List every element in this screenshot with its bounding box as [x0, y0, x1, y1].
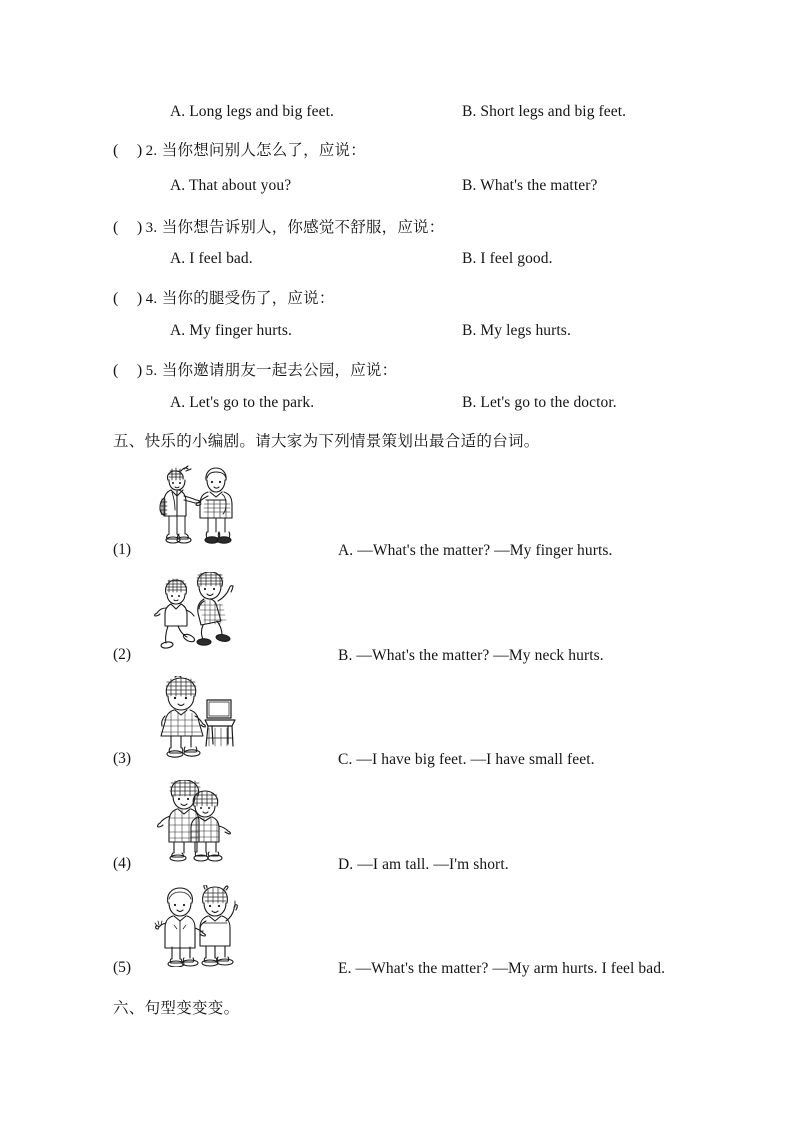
question-1-option-a: A. Long legs and big feet.	[170, 103, 335, 120]
question-4-number: 4.	[145, 291, 158, 307]
match-option-a[interactable]: A. —What's the matter? —My finger hurts.	[338, 542, 613, 559]
question-2-option-b: B. What's the matter?	[462, 177, 598, 194]
picture-label-2: (2)	[113, 646, 132, 663]
section-six-heading: 六、句型变变变。	[113, 1000, 240, 1017]
answer-blank-3[interactable]: ( )	[113, 219, 146, 236]
question-2-stem: 当你想问别人怎么了，应说：	[161, 142, 366, 159]
question-4-option-b: B. My legs hurts.	[462, 322, 571, 339]
section-five-heading: 五、快乐的小编剧。请大家为下列情景策划出最合适的台词。	[113, 433, 540, 450]
answer-blank-2[interactable]: ( )	[113, 142, 146, 159]
question-4-stem: 当你的腿受伤了，应说：	[161, 290, 335, 307]
match-option-b[interactable]: B. —What's the matter? —My neck hurts.	[338, 647, 604, 664]
question-5-number: 5.	[145, 363, 158, 379]
question-3-stem-line	[113, 215, 444, 237]
illustration-1-two-children-one-pointing-at-finger	[148, 464, 244, 546]
question-2-number: 2.	[145, 143, 158, 159]
picture-label-1: (1)	[113, 541, 132, 558]
question-5-stem-line	[113, 358, 397, 380]
question-3-number: 3.	[145, 220, 158, 236]
question-5-stem: 当你邀请朋友一起去公园，应说：	[161, 362, 398, 379]
question-3-option-b: B. I feel good.	[462, 250, 553, 267]
picture-label-4: (4)	[113, 855, 132, 872]
question-1-option-b: B. Short legs and big feet.	[462, 103, 627, 120]
illustration-2-two-children-jumping-holding-neck	[148, 572, 248, 654]
question-5-option-b: B. Let's go to the doctor.	[462, 394, 617, 411]
question-3-stem: 当你想告诉别人，你感觉不舒服，应说：	[161, 219, 445, 236]
question-2-stem-line	[113, 138, 366, 160]
answer-blank-4[interactable]: ( )	[113, 290, 146, 307]
question-4-option-a: A. My finger hurts.	[170, 322, 293, 339]
illustration-3-girl-standing-beside-chair	[145, 676, 245, 758]
question-5-option-a: A. Let's go to the park.	[170, 394, 315, 411]
illustration-4-tall-child-and-short-child	[150, 780, 246, 862]
picture-label-3: (3)	[113, 750, 132, 767]
match-option-c[interactable]: C. —I have big feet. —I have small feet.	[338, 751, 595, 768]
question-2-option-a: A. That about you?	[170, 177, 292, 194]
question-3-option-a: A. I feel bad.	[170, 250, 253, 267]
question-4-stem-line	[113, 286, 335, 308]
answer-blank-5[interactable]: ( )	[113, 362, 146, 379]
picture-label-5: (5)	[113, 959, 132, 976]
match-option-e[interactable]: E. —What's the matter? —My arm hurts. I feel bad.	[338, 960, 666, 977]
match-option-d[interactable]: D. —I am tall. —I'm short.	[338, 856, 509, 873]
illustration-5-two-children-talking-one-raising-arm	[148, 885, 248, 967]
